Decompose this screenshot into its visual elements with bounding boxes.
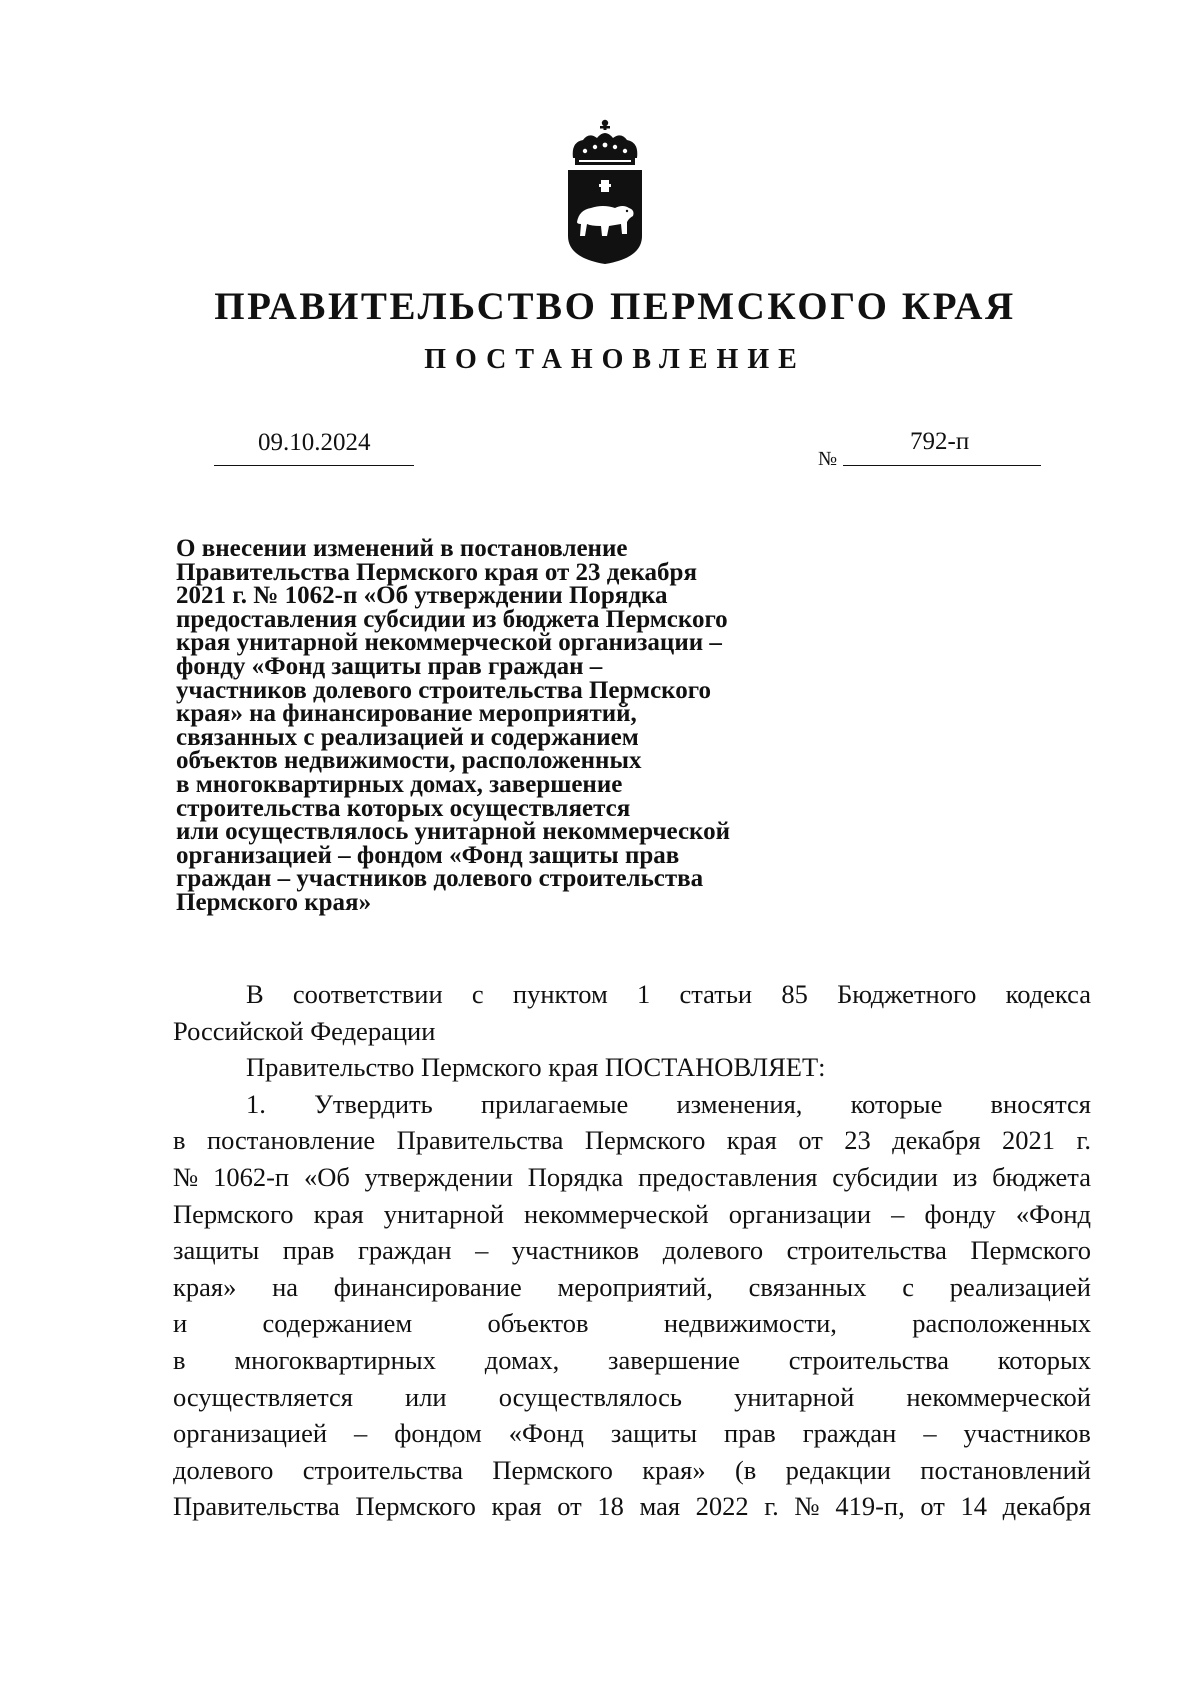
organization-title: ПРАВИТЕЛЬСТВО ПЕРМСКОГО КРАЯ bbox=[214, 285, 1016, 328]
body-line: В соответствии с пунктом 1 статьи 85 Бюджетного кодекса bbox=[246, 979, 1091, 1009]
body-line: Правительства Пермского края от 18 мая 2022 г. № 419-п, от 14 декабря bbox=[173, 1491, 1091, 1522]
body-line: и содержанием объектов недвижимости, расположенных bbox=[173, 1308, 1091, 1339]
document-type-title: ПОСТАНОВЛЕНИЕ bbox=[424, 344, 806, 375]
document-subject bbox=[176, 537, 816, 915]
body-line: Пермского края унитарной некоммерческой организации – фонду «Фонд bbox=[173, 1198, 1091, 1229]
subject-line: О внесении изменений в постановление bbox=[176, 535, 628, 562]
subject-line: в многоквартирных домах, завершение bbox=[176, 770, 623, 798]
document-body bbox=[173, 976, 1091, 1525]
body-line: в постановление Правительства Пермского края от 23 декабря 2021 г. bbox=[173, 1125, 1091, 1156]
body-line: долевого строительства Пермского края» (в редакции постановлений bbox=[173, 1454, 1091, 1485]
number-sign: № bbox=[818, 448, 838, 470]
subject-line: связанных с реализацией и содержанием bbox=[176, 723, 639, 751]
body-line: № 1062-п «Об утверждении Порядка предоставления субсидии из бюджета bbox=[173, 1161, 1091, 1192]
body-line: осуществляется или осуществлялось унитарной некоммерческой bbox=[173, 1381, 1091, 1412]
body-line: защиты прав граждан – участников долевого строительства Пермского bbox=[173, 1235, 1091, 1266]
subject-line: граждан – участников долевого строительства bbox=[176, 865, 704, 893]
subject-line: организацией – фондом «Фонд защиты прав bbox=[176, 841, 680, 869]
subject-line: участников долевого строительства Пермского bbox=[176, 676, 711, 704]
subject-line: или осуществлялось унитарной некоммерческой bbox=[176, 818, 731, 846]
body-line: организацией – фондом «Фонд защиты прав граждан – участников bbox=[173, 1418, 1091, 1449]
perm-krai-coat-of-arms-icon bbox=[563, 118, 647, 266]
document-number: 792-п bbox=[910, 428, 970, 455]
subject-line: края унитарной некоммерческой организации – bbox=[176, 629, 722, 657]
subject-line: строительства которых осуществляется bbox=[176, 794, 631, 822]
subject-line: края» на финансирование мероприятий, bbox=[176, 700, 637, 728]
subject-line: 2021 г. № 1062-п «Об утверждении Порядка bbox=[176, 582, 668, 610]
document-date: 09.10.2024 bbox=[258, 429, 371, 456]
body-line: Российской Федерации bbox=[173, 1015, 436, 1046]
subject-line: объектов недвижимости, расположенных bbox=[176, 747, 642, 775]
body-line: Правительство Пермского края ПОСТАНОВЛЯЕТ: bbox=[246, 1052, 826, 1083]
body-line: 1. Утвердить прилагаемые изменения, которые вносятся bbox=[246, 1088, 1091, 1119]
body-line: края» на финансирование мероприятий, связанных с реализацией bbox=[173, 1271, 1091, 1302]
subject-line: предоставления субсидии из бюджета Пермского bbox=[176, 605, 728, 633]
subject-line: Правительства Пермского края от 23 декабря bbox=[176, 558, 697, 586]
subject-line: фонду «Фонд защиты прав граждан – bbox=[176, 652, 603, 680]
body-line: в многоквартирных домах, завершение строительства которых bbox=[173, 1344, 1091, 1375]
subject-line: Пермского края» bbox=[176, 888, 372, 916]
